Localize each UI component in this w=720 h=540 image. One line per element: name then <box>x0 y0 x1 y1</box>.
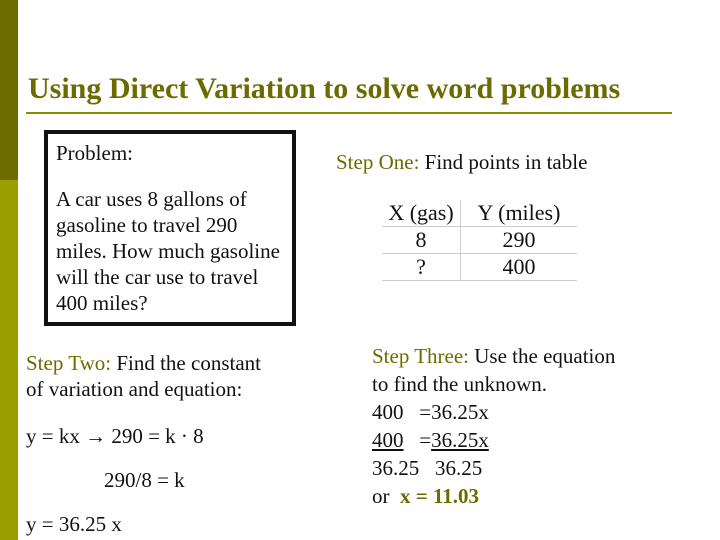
solve-line-2-num: 400 <box>372 428 404 452</box>
solve-line-2 <box>372 426 615 454</box>
sidebar-accent-top <box>0 0 18 180</box>
table-header-row <box>382 200 577 227</box>
table-row <box>382 254 577 281</box>
step-one <box>336 150 587 175</box>
slide-title: Using Direct Variation to solve word problems <box>28 72 621 105</box>
step-two-label: Step Two: <box>26 351 112 375</box>
equation-line-3: y = 36.25 x <box>26 512 122 536</box>
table-header-y: Y (miles) <box>461 200 578 227</box>
answer: x = 11.03 <box>400 484 480 508</box>
solve-line-2-eq: = <box>403 428 432 452</box>
table-cell: ? <box>382 254 461 281</box>
points-table <box>382 200 577 281</box>
solve-line-4 <box>372 482 615 510</box>
step-two-text-1: Find the constant <box>111 351 261 375</box>
equation-line-1: y = kx → 290 = k · 8 <box>26 424 204 448</box>
table-cell: 400 <box>461 254 578 281</box>
solve-line-4-or: or <box>372 484 400 508</box>
solve-line-2-rhs: 36.25x <box>431 428 489 452</box>
step-three-label: Step Three: <box>372 344 470 368</box>
problem-text: A car uses 8 gallons of gasoline to travel 290 miles. How much gasoline will the car use to travel 400 miles? <box>56 187 280 315</box>
step-three-text-1: Use the equation <box>469 344 616 368</box>
problem-label: Problem: <box>56 141 133 165</box>
table-cell: 8 <box>382 227 461 254</box>
step-one-label: Step One: <box>336 150 420 174</box>
sidebar-accent-bottom <box>0 180 18 540</box>
table-row <box>382 227 577 254</box>
equation-line-2: 290/8 = k <box>104 468 185 492</box>
step-two-text-2: of variation and equation: <box>26 377 243 401</box>
table-cell: 290 <box>461 227 578 254</box>
step-three <box>372 342 615 510</box>
title-divider <box>26 112 672 114</box>
step-two <box>26 350 261 402</box>
problem-box <box>44 130 296 326</box>
solve-line-3: 36.25 36.25 <box>372 456 483 480</box>
solve-line-1: 400 =36.25x <box>372 400 489 424</box>
step-one-text: Find points in table <box>419 150 588 174</box>
table-header-x: X (gas) <box>382 200 461 227</box>
step-three-text-2: to find the unknown. <box>372 372 547 396</box>
